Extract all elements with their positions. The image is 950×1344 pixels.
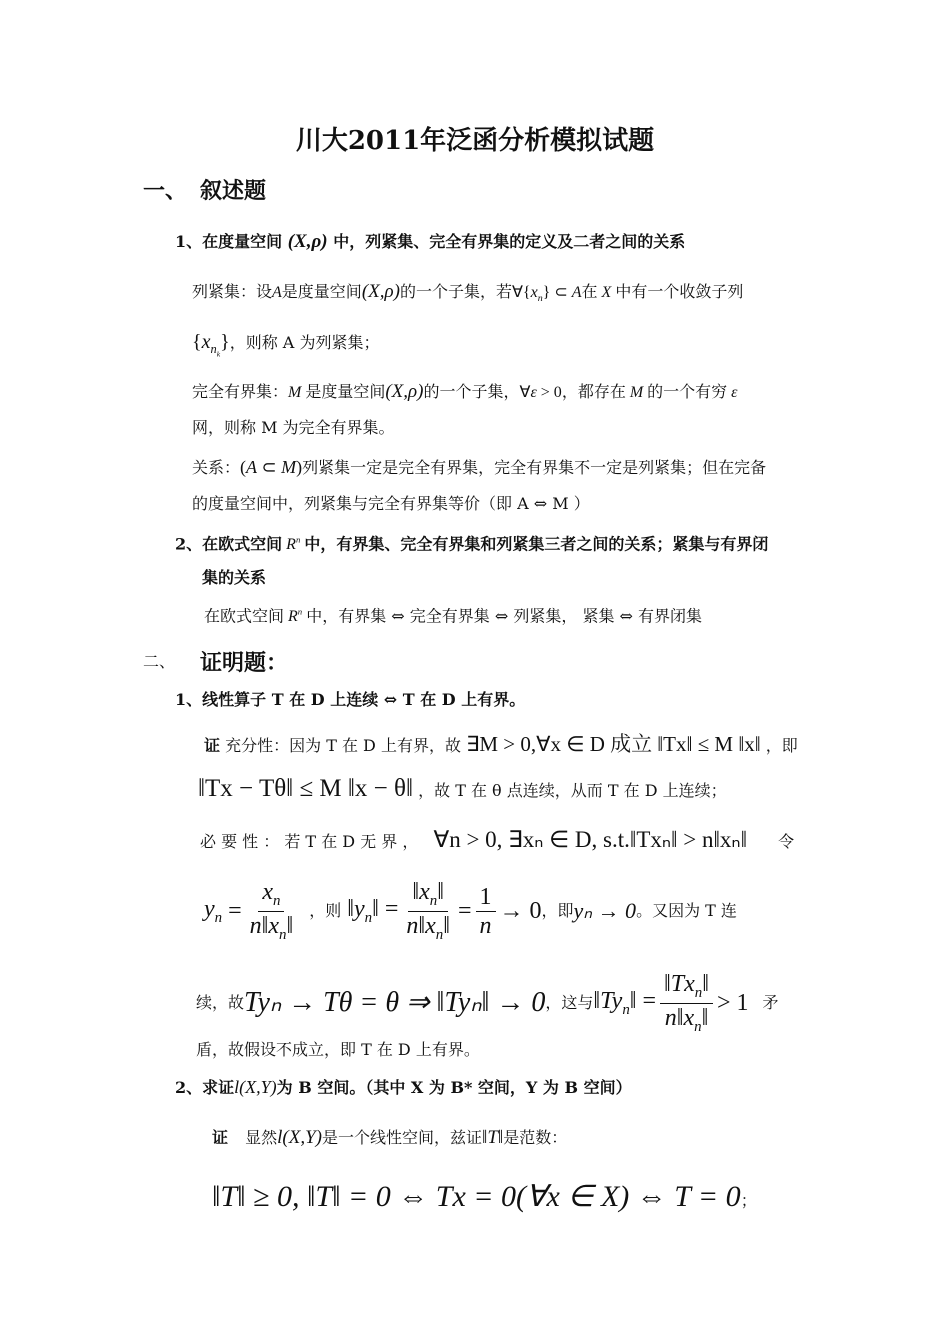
page-title: 川大2011年泛函分析模拟试题 bbox=[295, 126, 655, 156]
s2-q2-line1: 证 显然l(X,Y)是一个线性空间，兹证‖T‖是范数： bbox=[212, 1127, 568, 1148]
s2-q2-prompt: 2、求证l(X,Y)为 B 空间。（其中 X 为 B* 空间，Y 为 B 空间） bbox=[175, 1077, 632, 1097]
section1-label: 一、 bbox=[143, 178, 188, 204]
s2-q1-line5: 续，故 Tyₙ → Tθ = θ ⇒ ‖Tyₙ‖ → 0 ，这与 $‖Ty_n‖$ = $\frac{‖Tx_n‖}{n‖x_n‖}$ > 1 矛 bbox=[196, 971, 779, 1035]
s2-q1-line2: ‖Tx − Tθ‖ ≤ M ‖x − θ‖ ，故 T 在 θ 点连续，从而 T 在 D 上连续； bbox=[198, 775, 727, 802]
s2-q1-prompt: 1、线性算子 T 在 D 上连续 ⇔ T 在 D 上有界。 bbox=[175, 690, 526, 709]
s2-q1-line4: $y_n$ = $\frac{x_n}{n‖x_n‖}$ ，则 $‖y_n‖$ = $\frac{‖x_n‖}{n‖x_n‖}$ = $\frac{1}{n}$ → 0 ，即 yₙ → 0 。又因为 T 连 bbox=[204, 879, 737, 943]
s1-q1-prompt: 1、在度量空间 (X,ρ) 中，列紧集、完全有界集的定义及二者之间的关系 bbox=[175, 231, 686, 252]
section1-heading: 叙述题 bbox=[200, 178, 267, 204]
s1-q1-line2: $\{x_{n_k}\}$，则称 A 为列紧集； bbox=[192, 331, 380, 359]
s2-q2-line2: ‖T‖ ≥ 0, ‖T‖ = 0 ⇔ Tx = 0(∀x ∈ X) ⇔ T = 0； bbox=[212, 1180, 757, 1213]
s1-q1-line1: 列紧集：设A是度量空间(X,ρ)的一个子集，若$\forall\{x_n\}$ ⊂ A在 X 中有一个收敛子列 bbox=[192, 281, 744, 305]
s2-q1-line3: 必 要 性 ： 若 T 在 D 无 界 ， ∀n > 0, ∃xₙ ∈ D, s.t.‖Txₙ‖ > n‖xₙ‖ 令 bbox=[200, 827, 795, 852]
s1-q2-prompt-cont: 集的关系 bbox=[202, 568, 267, 587]
s2-q1-line1: 证 充分性：因为 T 在 D 上有界，故 ∃M > 0,∀x ∈ D 成立 ‖Tx‖ ≤ M ‖x‖ ，即 bbox=[204, 732, 798, 756]
s1-q2-answer: 在欧式空间 $R^n$ 中，有界集 ⇔ 完全有界集 ⇔ 列紧集， 紧集 ⇔ 有界闭集 bbox=[204, 606, 703, 626]
s1-q2-prompt: 2、在欧式空间 $R^n$ 中，有界集、完全有界集和列紧集三者之间的关系；紧集与有界闭 bbox=[175, 534, 769, 554]
s1-q1-line3: 完全有界集：M 是度量空间(X,ρ)的一个子集，∀ε > 0，都存在 M 的一个有穷 ε bbox=[192, 381, 738, 402]
section2-heading: 证明题： bbox=[200, 650, 289, 676]
s1-q1-line4: 网，则称 M 为完全有界集。 bbox=[192, 418, 395, 437]
s1-q1-line5: 关系：(A ⊂ M)列紧集一定是完全有界集，完全有界集不一定是列紧集；但在完备 bbox=[192, 457, 767, 477]
s1-q1-line6: 的度量空间中，列紧集与完全有界集等价（即 A ⇔ M ） bbox=[192, 494, 590, 513]
s2-q1-line6: 盾，故假设不成立，即 T 在 D 上有界。 bbox=[196, 1040, 480, 1059]
section2-label: 二、 bbox=[143, 652, 176, 671]
